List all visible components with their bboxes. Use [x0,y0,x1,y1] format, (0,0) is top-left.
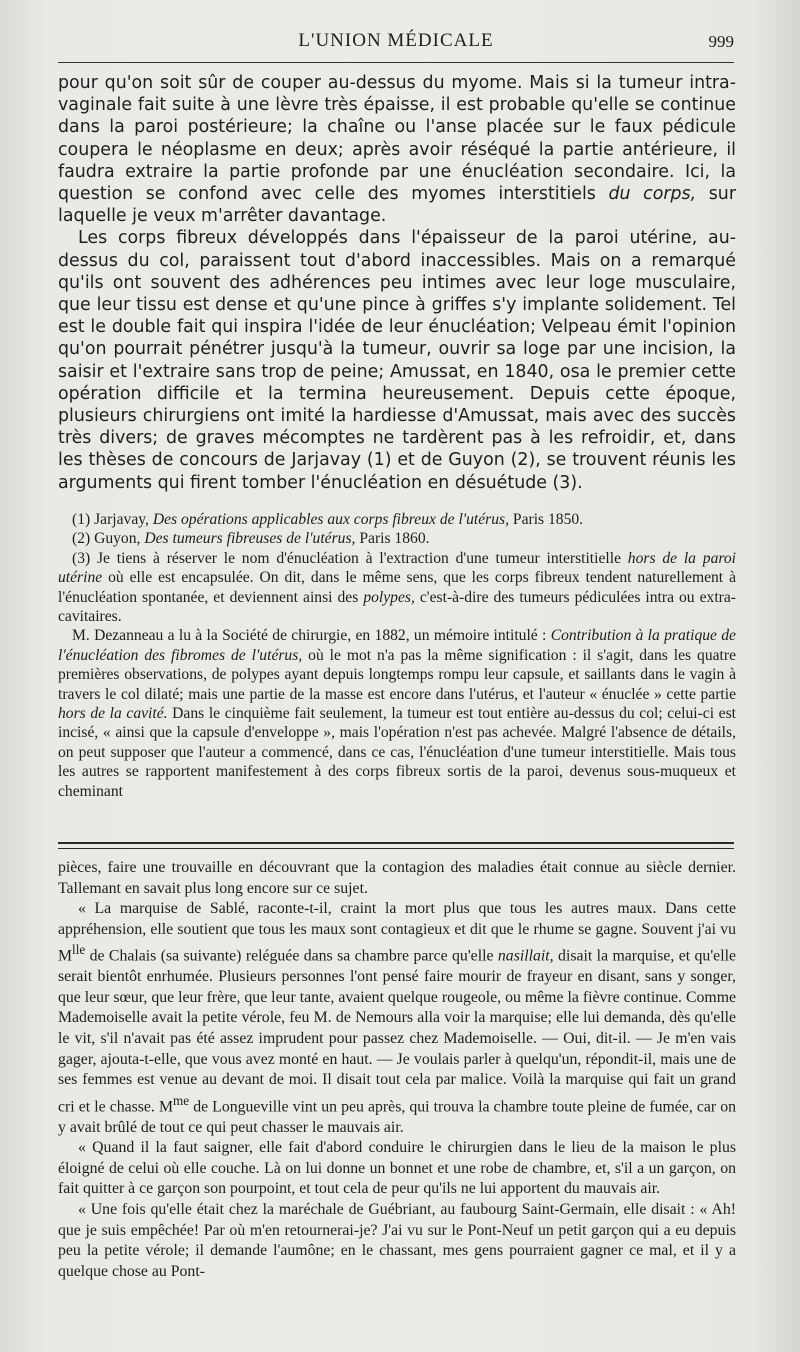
feuilleton-p2-text-d: de Longueville vint un peu après, qui trouva la chambre toute pleine de fumée, car on y avait brûlé de tout ce qui peut chasser le mauvais air. [58,1098,737,1136]
feuilleton-rule-thick [58,842,734,844]
feuilleton-paragraph-3: « Quand il la faut saigner, elle fait d'abord conduire le chirurgien dans le lieu de la maison le plus éloigné de celui où elle couche. Là on lui donne un bonnet et une robe de chambre, et, s'il a un garçon, on fait quitter à ce garçon son pourpoint, et tout cela de peur qu'ils ne lui apportent du mauvais air. [58,1139,736,1198]
footnote-2-author: (2) Guyon, [72,530,141,548]
feuilleton-p2-text-b: de Chalais (sa suivante) reléguée dans sa chambre parce qu'elle [89,947,494,965]
paragraph-myome-italic: du corps, [608,184,697,205]
footnote-dezanneau-italic: hors de la cavité. [58,705,168,723]
page-number: 999 [708,32,734,51]
feuilleton-p2-italic: nasillait, [497,947,554,965]
running-header [58,30,734,60]
feuilleton-rule-thin [58,848,734,849]
footnote-3-text-b: où elle est encapsulée. On dit, dans le même sens, que les corps fibreux tendent naturellement à l'énucléation spontanée, et deviennent ainsi des [58,569,736,606]
footnote-3-italic-a: hors de la paroi utérine [58,549,736,587]
feuilleton-p2-text-a: « La marquise de Sablé, raconte-t-il, craint la mort plus que tous les autres maux. Dans cette appréhension, elle soutient que tous les maux sont contagieux et dit que le rhume se gagne. Souvent j'ai vu M [58,900,736,965]
feuilleton-paragraph-4: « Une fois qu'elle était chez la maréchale de Guébriant, au faubourg Saint-Germain, elle disait : « Ah! que je suis empêchée! Par où m'en retournerai-je? J'ai vu sur le Pont-Neuf un petit garçon qui a eu depuis peu la petite vérole; il demande l'aumône; en le chassant, mes gens pourraient gagner ce mal, et il y a quelque chose au Pont- [58,1201,736,1280]
paragraph-myome [58,72,736,227]
footnote-3-italic-b: polypes, [363,588,415,606]
header-rule [58,62,734,63]
footnote-3 [58,549,736,627]
feuilleton-text [58,858,736,1282]
feuilleton-p2-superscript: lle [72,942,86,958]
footnote-dezanneau-text-a: M. Dezanneau a lu à la Société de chirurgie, en 1882, un mémoire intitulé : [72,627,547,645]
footnote-dezanneau [58,626,736,801]
feuilleton-paragraph-1: pièces, faire une trouvaille en découvrant que la contagion des maladies était connue au siècle dernier. Tallemant en savait plus long encore sur ce sujet. [58,859,736,897]
feuilleton-paragraph-2 [58,899,736,1138]
footnote-dezanneau-title: Contribution à la pratique de l'énucléation des fibromes de l'utérus, [58,627,736,664]
footnote-2-title: Des tumeurs fibreuses de l'utérus, [144,530,356,548]
main-text [58,72,736,494]
footnote-3-text-c: c'est-à-dire des tumeurs pédiculées intra ou extra-cavitaires. [58,588,736,626]
footnote-1-place: Paris 1850. [512,511,584,528]
feuilleton-p2-superscript-2: me [173,1092,190,1108]
footnote-1-title: Des opérations applicables aux corps fibreux de l'utérus, [152,511,509,528]
feuilleton-p2-text-c: disait la marquise, et qu'elle serait bientôt enrhumée. Plusieurs personnes l'ont pensé faire mourir de frayeur en disant, sans y songer, que leur sœur, que leur frère, que leur tante, avaient quelque rougeole, ou même la fièvre continue. Comme Mademoiselle avait la petite vérole, feu M. de Nemours alla voir la marquise; elle lui demanda, dès qu'elle le vit, s'il n'avait pas été assez imprudent pour passez chez Mademoiselle. — Oui, dit-il. — Je m'en vais gager, ajouta-t-elle, que vous avez monté en haut. — Je voulais parler à quelqu'un, répondit-il, mais une de ses femmes est venue au devant de moi. Il disait tout cela par malice. Voilà la marquise qui fait un grand cri et le chasse. M [58,947,736,1116]
paragraph-corps-fibreux: Les corps fibreux développés dans l'épaisseur de la paroi utérine, au-dessus du col, paraissent tout d'abord inaccessibles. Mais on a remarqué qu'ils ont souvent des adhérences peu intimes avec leur loge musculaire, que leur tissu est dense et qu'une pince à griffes s'y implante solidement. Tel est le double fait qui inspira l'idée de leur énucléation; Velpeau émit l'opinion qu'on pourrait pénétrer jusqu'à la tumeur, ouvrir sa loge par une incision, la saisir et l'extraire sans trop de peine; Amussat, en 1840, osa le premier cette opération difficile et la termina heureusement. Depuis cette époque, plusieurs chirurgiens ont imité la hardiesse d'Amussat, mais avec des succès très divers; de graves mécomptes ne tardèrent pas à les refroidir, et, dans les thèses de concours de Jarjavay (1) et de Guyon (2), se trouvent réunis les arguments qui firent tomber l'énucléation en désuétude (3). [58,228,736,493]
footnote-dezanneau-text-b: où le mot n'a pas la même signification : il s'agit, dans les quatre premières observations, de polypes ayant depuis longtemps rompu leur capsule, et saillants dans le vagin à travers le col dilaté; mais une partie de la masse est encore dans l'utérus, et l'auteur « énuclée » cette partie [58,646,737,703]
journal-title: L'UNION MÉDICALE [298,30,494,51]
footnote-3-text-a: (3) Je tiens à réserver le nom d'énucléation à l'extraction d'une tumeur interstitielle [72,549,621,567]
footnote-1-author: (1) Jarjavay, [72,511,149,528]
paragraph-myome-text: pour qu'on soit sûr de couper au-dessus du myome. Mais si la tumeur intra-vaginale fait suite à une lèvre très épaisse, il est probable qu'elle se continue dans la paroi postérieure; la chaîne ou l'anse placée sur le faux pédicule coupera le néoplasme en deux; après avoir réséqué la partie antérieure, il faudra extraire la partie profonde par une énucléation secondaire. Ici, la question se confond avec celle des myomes interstitiels [58,73,736,205]
paragraph-myome-end: sur laquelle je veux m'arrêter davantage. [58,184,736,227]
footnote-1 [58,510,736,529]
footnote-2 [58,529,736,548]
footnotes [58,510,736,801]
footnote-2-place: Paris 1860. [359,530,430,548]
footnote-dezanneau-text-c: Dans le cinquième fait seulement, la tumeur est tout entière au-dessus du col; celui-ci est incisé, « ainsi que la capsule d'enveloppe », mais l'opération n'est pas achevée. Malgré l'absence de détails, on peut supposer que l'auteur a commencé, dans ce cas, l'énucléation d'une tumeur interstitielle. Mais tous les autres se rapportent manifestement à des corps fibreux sortis de la paroi, devenus sous-muqueux et cheminant [58,705,736,800]
